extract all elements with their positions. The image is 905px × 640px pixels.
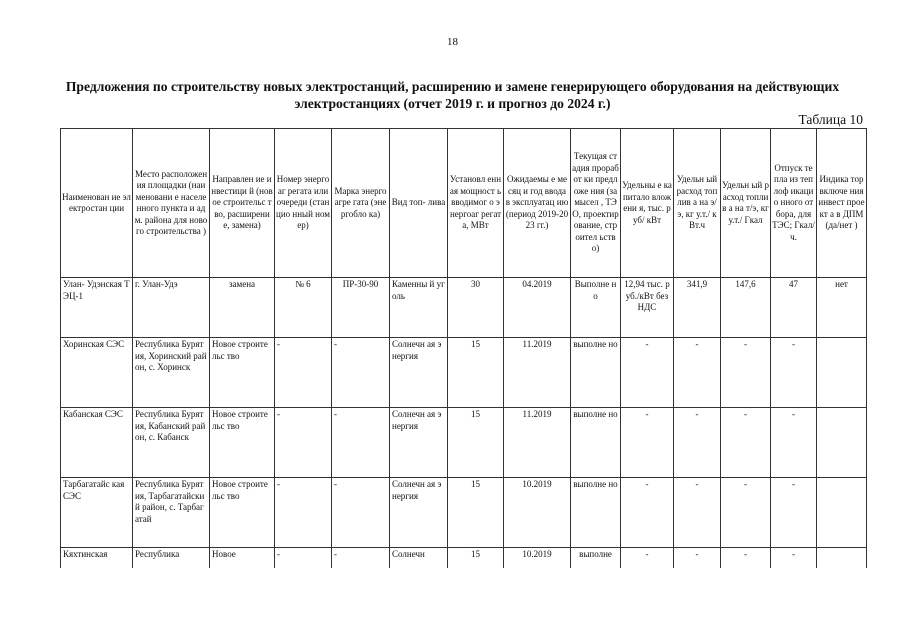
cell-date: 11.2019 — [504, 338, 571, 408]
cell-dpm — [817, 408, 867, 478]
header-cell: Вид топ- лива — [390, 129, 448, 278]
cell-stage: выполне но — [571, 478, 621, 548]
cell-heat: 47 — [771, 278, 817, 338]
cell-date: 10.2019 — [504, 478, 571, 548]
cell-capacity: 30 — [448, 278, 504, 338]
cell-unit-no: - — [275, 408, 332, 478]
cell-heat: - — [771, 548, 817, 574]
header-cell: Удельн ый расход топлив а на т/э, кг у.т./ Гкал — [721, 129, 771, 278]
cell-location: Республика — [133, 548, 210, 574]
cell-unit-no: - — [275, 338, 332, 408]
cell-direction: Новое строительс тво — [210, 478, 275, 548]
table-label: Таблица 10 — [798, 112, 863, 127]
cell-date: 04.2019 — [504, 278, 571, 338]
cell-heat: - — [771, 338, 817, 408]
header-cell: Удельн ый расход топлив а на э/э, кг у.т./ кВт.ч — [674, 129, 721, 278]
cell-direction: Новое строительс тво — [210, 408, 275, 478]
cell-dpm — [817, 338, 867, 408]
cell-fuel-ee: - — [674, 408, 721, 478]
cell-capex: 12,94 тыс. руб./кВт без НДС — [621, 278, 674, 338]
cell-dpm — [817, 478, 867, 548]
header-cell: Марка энергоагре гата (энергобло ка) — [332, 129, 390, 278]
power-plant-proposals-table — [60, 128, 867, 574]
cell-fuel-ee: - — [674, 338, 721, 408]
cell-name: Улан- Удэнская ТЭЦ-1 — [61, 278, 133, 338]
cell-capacity: 15 — [448, 338, 504, 408]
cell-fuel: Солнечн ая энергия — [390, 338, 448, 408]
cell-fuel-te: - — [721, 478, 771, 548]
header-cell: Наименован ие электростан ции — [61, 129, 133, 278]
table-header-row — [61, 129, 867, 278]
header-cell: Отпуск тепла из теплоф икацио нного отбора, для ТЭС; Гкал/ч. — [771, 129, 817, 278]
cell-capacity: 15 — [448, 408, 504, 478]
cell-capex: - — [621, 548, 674, 574]
table-row — [61, 408, 867, 478]
cell-fuel-te: 147,6 — [721, 278, 771, 338]
cell-location: Республика Бурятия, Кабанский район, с. Кабанск — [133, 408, 210, 478]
table-row — [61, 278, 867, 338]
header-cell: Удельны е капитало вложени я, тыс. руб/ кВт — [621, 129, 674, 278]
cell-capacity: 15 — [448, 478, 504, 548]
cell-model: - — [332, 548, 390, 574]
cell-capex: - — [621, 338, 674, 408]
cell-direction: замена — [210, 278, 275, 338]
header-cell: Ожидаемы е месяц и год ввода в эксплуатац ию (период 2019-2023 гг.) — [504, 129, 571, 278]
cell-fuel-te: - — [721, 548, 771, 574]
cell-fuel-te: - — [721, 408, 771, 478]
header-cell: Место расположения площадки (наименовани е населенного пункта и адм. района для нового строительства ) — [133, 129, 210, 278]
cell-fuel-ee: 341,9 — [674, 278, 721, 338]
cell-model: ПР-30-90 — [332, 278, 390, 338]
header-cell: Индика тор включе ния инвест проект а в ДПМ (да/нет ) — [817, 129, 867, 278]
cell-stage: выполне — [571, 548, 621, 574]
cell-model: - — [332, 338, 390, 408]
header-cell: Направлен ие инвестици й (новое строительс тво, расширени е, замена) — [210, 129, 275, 278]
cell-heat: - — [771, 408, 817, 478]
cell-name: Кабанская СЭС — [61, 408, 133, 478]
cell-name: Тарбагатайс кая СЭС — [61, 478, 133, 548]
cell-location: г. Улан-Удэ — [133, 278, 210, 338]
header-cell: Установл енная мощност ь вводимог о энергоаг регата, МВт — [448, 129, 504, 278]
cell-unit-no: - — [275, 548, 332, 574]
cell-dpm: нет — [817, 278, 867, 338]
cell-stage: Выполне но — [571, 278, 621, 338]
cell-direction: Новое — [210, 548, 275, 574]
header-cell: Номер энергоаг регата или очереди (станцио нный номер) — [275, 129, 332, 278]
cell-name: Хоринская СЭС — [61, 338, 133, 408]
cell-fuel-ee: - — [674, 478, 721, 548]
cell-fuel: Солнечн ая энергия — [390, 408, 448, 478]
cell-date: 10.2019 — [504, 548, 571, 574]
header-cell: Текущая стадия проработ ки предложе ния (замысел , ТЭО, проектир ование, строител ьство) — [571, 129, 621, 278]
cell-model: - — [332, 478, 390, 548]
cell-capex: - — [621, 408, 674, 478]
cell-fuel: Каменны й уголь — [390, 278, 448, 338]
cell-heat: - — [771, 478, 817, 548]
cell-direction: Новое строительс тво — [210, 338, 275, 408]
cell-unit-no: - — [275, 478, 332, 548]
cell-date: 11.2019 — [504, 408, 571, 478]
cell-location: Республика Бурятия, Тарбагатайски й район, с. Тарбагатай — [133, 478, 210, 548]
table-row — [61, 478, 867, 548]
document-title: Предложения по строительству новых электростанций, расширению и замене генерирующего оборудования на действующих электростанциях (отчет 2019 г. и прогноз до 2024 г.) — [65, 79, 840, 111]
cell-capex: - — [621, 478, 674, 548]
cell-fuel: Солнечн ая энергия — [390, 478, 448, 548]
table-row — [61, 338, 867, 408]
cell-fuel: Солнечн — [390, 548, 448, 574]
cell-name: Кяхтинская — [61, 548, 133, 574]
page-bottom-margin — [0, 568, 905, 640]
cell-location: Республика Бурятия, Хоринский район, с. Хоринск — [133, 338, 210, 408]
page-number: 18 — [447, 36, 458, 48]
cell-model: - — [332, 408, 390, 478]
cell-unit-no: № 6 — [275, 278, 332, 338]
cell-capacity: 15 — [448, 548, 504, 574]
cell-fuel-ee: - — [674, 548, 721, 574]
cell-stage: выполне но — [571, 338, 621, 408]
cell-stage: выполне но — [571, 408, 621, 478]
cell-fuel-te: - — [721, 338, 771, 408]
